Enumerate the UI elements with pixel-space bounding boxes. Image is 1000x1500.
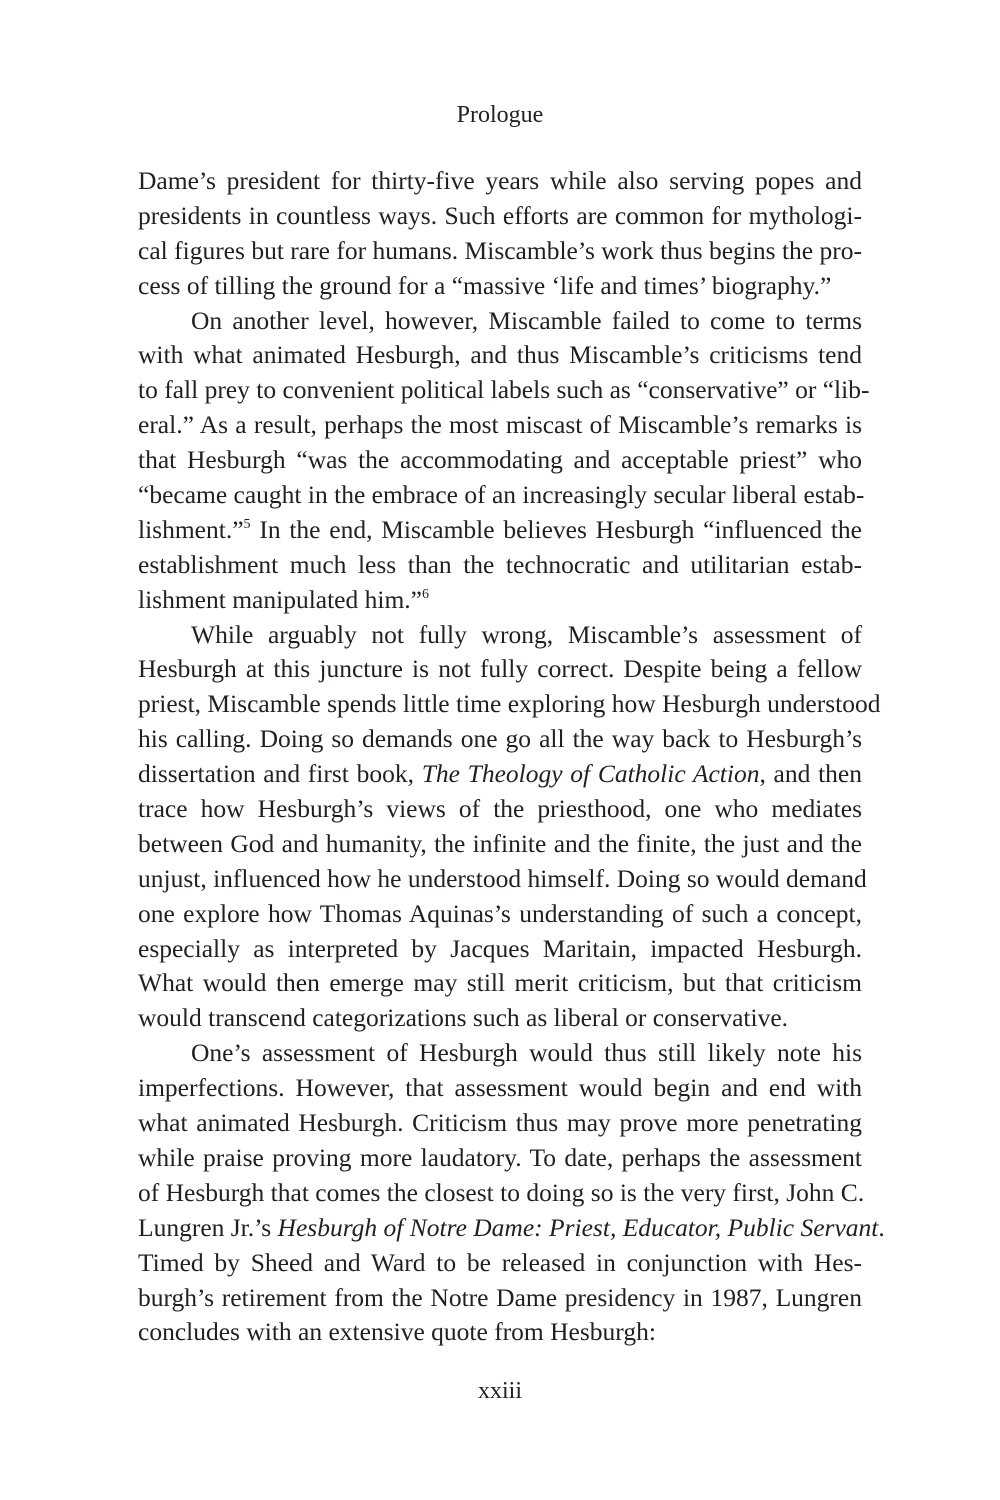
paragraph xyxy=(138,1036,885,1350)
text-segment: . xyxy=(878,1212,885,1242)
text-line: Hesburgh at this juncture is not fully correct. Despite being a fellow xyxy=(138,654,862,684)
page-number: xxiii xyxy=(477,1378,522,1404)
text-segment: lishment manipulated him.” xyxy=(138,584,422,614)
running-head: Prologue xyxy=(456,102,544,128)
text-line: concludes with an extensive quote from Hesburgh: xyxy=(138,1317,656,1347)
body-text xyxy=(138,164,885,1350)
text-line: presidents in countless ways. Such efforts are common for mythologi- xyxy=(138,200,862,230)
text-line: what animated Hesburgh. Criticism thus may prove more penetrating xyxy=(138,1108,862,1138)
text-segment: Lungren Jr.’s xyxy=(138,1212,278,1242)
text-line: On another level, however, Miscamble failed to come to terms xyxy=(191,305,862,335)
text-line: unjust, influenced how he understood himself. Doing so would demand xyxy=(138,863,867,893)
paragraph xyxy=(138,618,881,1037)
text-line xyxy=(138,583,862,618)
text-line: What would then emerge may still merit criticism, but that criticism xyxy=(138,968,862,998)
text-line: cess of tilling the ground for a “massive ‘life and times’ biography.” xyxy=(138,270,832,300)
text-line: eral.” As a result, perhaps the most miscast of Miscamble’s remarks is xyxy=(138,410,862,440)
text-line: with what animated Hesburgh, and thus Miscamble’s criticisms tend xyxy=(138,340,862,370)
text-line: Dame’s president for thirty-five years while also serving popes and xyxy=(138,166,862,195)
text-line: of Hesburgh that comes the closest to doing so is the very first, John C. xyxy=(138,1177,865,1207)
text-line: imperfections. However, that assessment would begin and end with xyxy=(138,1073,862,1103)
footnote-ref: 5 xyxy=(243,517,251,533)
text-line: While arguably not fully wrong, Miscamble’s assessment of xyxy=(191,619,862,649)
text-line: especially as interpreted by Jacques Maritain, impacted Hesburgh. xyxy=(138,933,862,963)
text-line: his calling. Doing so demands one go all the way back to Hesburgh’s xyxy=(138,724,862,754)
text-line: to fall prey to convenient political labels such as “conservative” or “lib- xyxy=(138,375,870,405)
text-segment: , and then xyxy=(759,759,862,789)
text-line: trace how Hesburgh’s views of the priesthood, one who mediates xyxy=(138,794,862,824)
text-segment: In the end, Miscamble believes Hesburgh “influenced the xyxy=(250,514,862,544)
text-line: between God and humanity, the infinite and the finite, the just and the xyxy=(138,828,862,858)
text-line: Timed by Sheed and Ward to be released in conjunction with Hes- xyxy=(138,1247,862,1277)
text-line: “became caught in the embrace of an increasingly secular liberal estab- xyxy=(138,480,865,510)
text-line: would transcend categorizations such as liberal or conservative. xyxy=(138,1003,789,1033)
text-line xyxy=(138,757,862,792)
text-line: establishment much less than the technocratic and utilitarian estab- xyxy=(138,549,862,579)
book-title: Hesburgh of Notre Dame: Priest, Educator, Public Servant xyxy=(277,1212,879,1242)
text-line: while praise proving more laudatory. To date, perhaps the assessment xyxy=(138,1142,862,1172)
paragraph xyxy=(138,304,870,618)
paragraph xyxy=(138,164,862,304)
text-line: priest, Miscamble spends little time exploring how Hesburgh understood xyxy=(138,689,881,719)
text-line xyxy=(138,1211,885,1246)
text-line: One’s assessment of Hesburgh would thus still likely note his xyxy=(191,1038,862,1068)
text-line: that Hesburgh “was the accommodating and acceptable priest” who xyxy=(138,445,862,475)
text-segment: lishment.” xyxy=(138,514,244,544)
text-segment: dissertation and first book, xyxy=(138,759,422,789)
text-line: cal figures but rare for humans. Miscamble’s work thus begins the pro- xyxy=(138,235,862,265)
text-line: burgh’s retirement from the Notre Dame presidency in 1987, Lungren xyxy=(138,1282,862,1312)
text-line xyxy=(138,513,862,548)
footnote-ref: 6 xyxy=(422,586,430,602)
book-title: The Theology of Catholic Action xyxy=(421,759,760,789)
text-line: one explore how Thomas Aquinas’s understanding of such a concept, xyxy=(138,898,862,928)
